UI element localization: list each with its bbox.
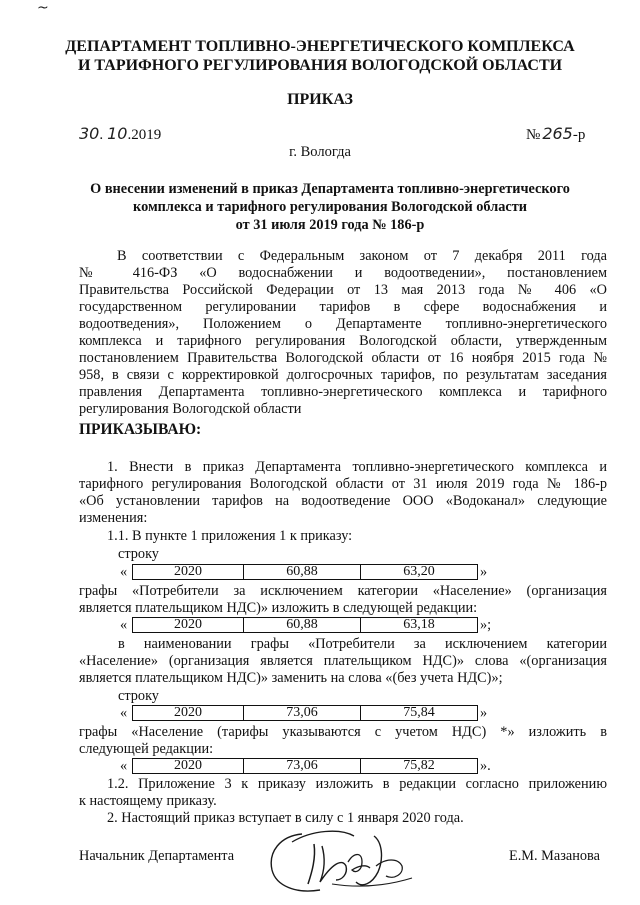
order-title [60,180,600,234]
item2: 2. Настоящий приказ вступает в силу с 1 января 2020 года. [107,810,464,826]
number-value: 265 [542,124,573,143]
date-day: 30 [79,124,100,143]
row1-year: 2020 [133,565,244,580]
department-name-line2: И ТАРИФНОГО РЕГУЛИРОВАНИЯ ВОЛОГОДСКОЙ ОБЛАСТИ [77,57,563,74]
department-name-line1: ДЕПАРТАМЕНТ ТОПЛИВНО-ЭНЕРГЕТИЧЕСКОГО КОМПЛЕКСА [65,38,575,55]
row2-open-quote: « [120,617,128,633]
title-line2: комплекса и тарифного регулирования Вологодской области [133,199,527,215]
item1-line3: «Об установлении тарифов на водоотведение ООО «Водоканал» следующие [79,493,607,509]
row3-close-quote: » [480,705,488,721]
item1-1: 1.1. В пункте 1 приложения 1 к приказу: [107,528,353,544]
row4-value2: 75,82 [361,759,478,774]
row1-open-quote: « [120,564,128,580]
number-prefix: № [526,127,541,143]
preamble-line7: постановлением Правительства Вологодской области от 16 ноября 2015 года № [79,350,607,366]
row3-year: 2020 [133,706,244,721]
preamble-line5: водоотведения», Положением о Департаменте топливно-энергетического [79,316,607,332]
row1-value2: 63,20 [361,565,478,580]
row4-close-quote: ». [480,758,491,774]
preamble-line6: комплекса и тарифного регулирования Вологодской области, утвержденным [79,333,607,349]
date-year: .2019 [127,127,162,143]
row4-value1: 73,06 [244,759,361,774]
grafa2-line1: графы «Население (тарифы указываются с учетом НДС) *» изложить в [79,724,607,740]
order-date [79,124,161,144]
preamble-line9: правления Департамента топливно-энергетического комплекса и тарифного [79,384,607,400]
row2-year: 2020 [133,618,244,633]
stroku-label-1: строку [118,546,159,562]
tariff-row-4 [120,758,500,774]
handwritten-signature [262,822,422,900]
row3-value1: 73,06 [244,706,361,721]
row3-value2: 75,84 [361,706,478,721]
tariff-row-2 [120,617,500,633]
row2-close-quote: »; [480,617,492,633]
preamble-line10: регулирования Вологодской области [79,401,302,417]
row2-value1: 60,88 [244,618,361,633]
item1-line1: 1. Внести в приказ Департамента топливно-энергетического комплекса и [107,459,607,475]
grafa1-line1: графы «Потребители за исключением категории «Население» (организация [79,583,607,599]
preamble-line3: Правительства Российской Федерации от 13 мая 2013 года № 406 «О [79,282,607,298]
naimenovanie-line1: в наименовании графы «Потребители за исключением категории [118,636,607,652]
naimenovanie-line3: является плательщиком НДС)» заменить на слова «(без учета НДС)»; [79,670,503,686]
preamble-line1: В соответствии с Федеральным законом от 7 декабря 2011 года [117,248,607,264]
grafa1-line2: является плательщиком НДС)» изложить в следующей редакции: [79,600,478,616]
item1-line2: тарифного регулирования Вологодской области от 31 июля 2019 года № 186-р [79,476,607,492]
preamble-line4: государственном регулировании тарифов в сфере водоснабжения и [79,299,607,315]
grafa2-line2: следующей редакции: [79,741,214,757]
preamble-line2: № 416-ФЗ «О водоснабжении и водоотведении», постановлением [79,265,607,281]
item1-2-line1: 1.2. Приложение 3 к приказу изложить в редакции согласно приложению [107,776,607,792]
row1-close-quote: » [480,564,488,580]
number-suffix: -р [572,127,586,143]
date-month: 10 [107,124,128,143]
corner-mark: ~ [37,0,49,16]
row1-value1: 60,88 [244,565,361,580]
date-separator: . [99,127,104,143]
signatory-position: Начальник Департамента [79,848,235,864]
row4-year: 2020 [133,759,244,774]
row3-open-quote: « [120,705,128,721]
signatory-name: Е.М. Мазанова [509,848,600,864]
stroku-label-2: строку [118,688,159,704]
item1-line4: изменения: [79,510,148,526]
city: г. Вологда [289,144,351,160]
row4-open-quote: « [120,758,128,774]
tariff-row-1 [120,564,500,580]
preamble-line8: 958, в связи с корректировкой долгосрочных тарифов, по результатам заседания [79,367,607,383]
naimenovanie-line2: «Население» (организация является плательщиком НДС)» слова «(организация [79,653,607,669]
title-line3: от 31 июля 2019 года № 186-р [235,217,425,233]
prikazyvayu: ПРИКАЗЫВАЮ: [79,421,202,438]
order-number [526,124,585,144]
title-line1: О внесении изменений в приказ Департамента топливно-энергетического [90,181,570,197]
document-type: ПРИКАЗ [287,91,353,108]
item1-2-line2: к настоящему приказу. [79,793,217,809]
tariff-row-3 [120,705,500,721]
row2-value2: 63,18 [361,618,478,633]
